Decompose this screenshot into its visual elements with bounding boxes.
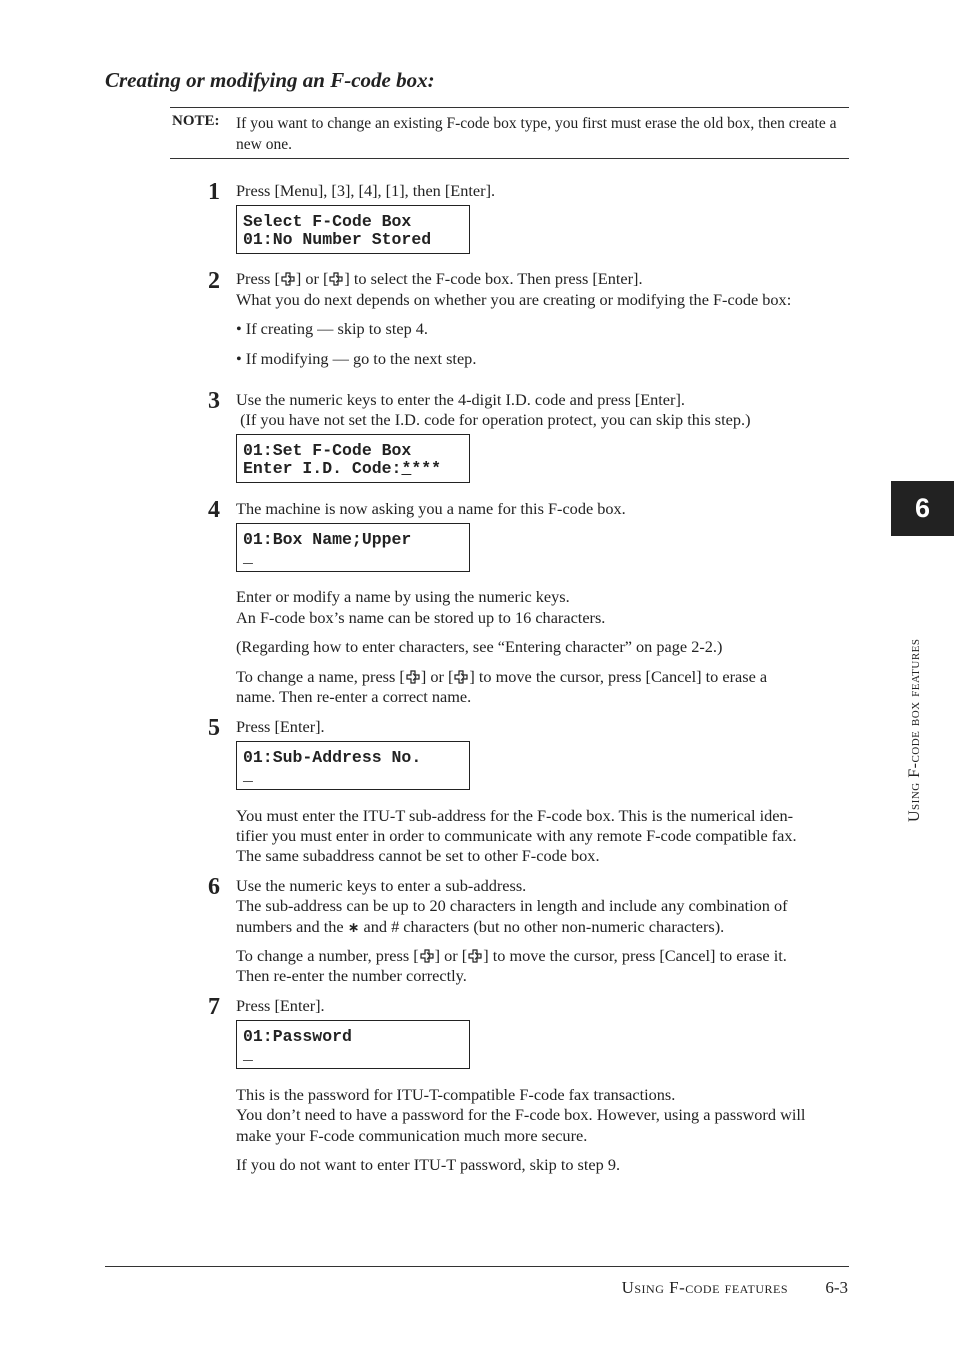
step-6-line-1: Use the numeric keys to enter a sub-address. bbox=[236, 876, 527, 895]
page-number: 6-3 bbox=[825, 1278, 848, 1297]
section-heading: Creating or modifying an F-code box: bbox=[105, 68, 435, 92]
step-6-number: 6 bbox=[208, 874, 220, 900]
note-text: If you want to change an existing F-code box type, you first must erase the old box, then create a new one. bbox=[236, 115, 837, 153]
lcd-line-2: 01:No Number Stored bbox=[243, 230, 432, 249]
step-1-number: 1 bbox=[208, 179, 220, 205]
step-4-number: 4 bbox=[208, 497, 220, 523]
left-arrow-key-icon bbox=[420, 949, 434, 963]
step-7-number: 7 bbox=[208, 994, 220, 1020]
footer-rule bbox=[105, 1266, 849, 1267]
note-bottom-rule bbox=[170, 158, 849, 159]
lcd-line-2: _ bbox=[243, 1045, 253, 1064]
step-2-line-1 bbox=[236, 269, 848, 290]
step-6-p2-a: To change a number, press [ bbox=[236, 946, 419, 965]
lcd-line-1: 01:Box Name;Upper bbox=[243, 530, 412, 549]
step-4-para-3-a: To change a name, press [ bbox=[236, 667, 405, 686]
step-1-text: Press [Menu], [3], [4], [1], then [Enter]. bbox=[236, 181, 496, 200]
lcd-line-1: Select F-Code Box bbox=[243, 212, 412, 231]
step-4-para-2: (Regarding how to enter characters, see “Entering character” on page 2-2.) bbox=[236, 637, 723, 656]
step-4-para-3-c: ] to move the cursor, press [Cancel] to erase a bbox=[469, 667, 768, 686]
step-7-text: Press [Enter]. bbox=[236, 996, 325, 1015]
left-arrow-key-icon bbox=[281, 272, 295, 286]
step-7-para-line-3: make your F-code communication much more secure. bbox=[236, 1126, 588, 1145]
chapter-tab: 6 bbox=[891, 481, 954, 536]
step-4-para-3-b: ] or [ bbox=[420, 667, 454, 686]
lcd-id-prefix: Enter I.D. Code: bbox=[243, 459, 402, 478]
lcd-display-step-1 bbox=[236, 205, 470, 254]
left-arrow-key-icon bbox=[406, 670, 420, 684]
step-7-para-line-1: This is the password for ITU-T-compatible F-code fax transactions. bbox=[236, 1085, 676, 1104]
step-5-para-line-2: tifier you must enter in order to communicate with any remote F-code compatible fax. bbox=[236, 826, 797, 845]
side-caption: Using F-code box features bbox=[906, 638, 923, 822]
lcd-line-1: 01:Sub-Address No. bbox=[243, 748, 422, 767]
step-2-number: 2 bbox=[208, 268, 220, 294]
lcd-display-step-4 bbox=[236, 523, 470, 572]
lcd-line-2: _ bbox=[243, 766, 253, 785]
step-6-line-3-b: and # characters (but no other non-numeric characters). bbox=[359, 917, 725, 936]
step-5-number: 5 bbox=[208, 715, 220, 741]
asterisk-symbol: ∗ bbox=[347, 920, 360, 936]
footer-section-title: Using F-code features bbox=[621, 1278, 788, 1297]
lcd-cursor-char: * bbox=[401, 459, 412, 478]
right-arrow-key-icon bbox=[468, 949, 482, 963]
lcd-id-rest: *** bbox=[411, 459, 442, 478]
step-4-text: The machine is now asking you a name for this F-code box. bbox=[236, 499, 626, 518]
step-7-para-2: If you do not want to enter ITU-T password, skip to step 9. bbox=[236, 1155, 621, 1174]
step-2-press: Press [ bbox=[236, 269, 280, 288]
step-6-para-2-line-2: Then re-enter the number correctly. bbox=[236, 966, 467, 985]
step-6-line-3-a: numbers and the bbox=[236, 917, 348, 936]
step-2-bullet-modifying: • If modifying — go to the next step. bbox=[236, 349, 477, 368]
step-7-para-line-2: You don’t need to have a password for the F-code box. However, using a password will bbox=[236, 1105, 806, 1124]
lcd-line-2 bbox=[243, 459, 441, 478]
step-6-line-3 bbox=[236, 917, 848, 939]
step-2-or: ] or [ bbox=[295, 269, 329, 288]
lcd-line-1: 01:Set F-Code Box bbox=[243, 441, 412, 460]
step-4-para-3-line-2: name. Then re-enter a correct name. bbox=[236, 687, 472, 706]
step-5-para-line-1: You must enter the ITU-T sub-address for the F-code box. This is the numerical iden- bbox=[236, 806, 794, 825]
step-5-text: Press [Enter]. bbox=[236, 717, 325, 736]
step-3-number: 3 bbox=[208, 388, 220, 414]
lcd-display-step-5 bbox=[236, 741, 470, 790]
right-arrow-key-icon bbox=[329, 272, 343, 286]
step-4-para-3-line-1 bbox=[236, 667, 848, 688]
step-2-bullet-creating: • If creating — skip to step 4. bbox=[236, 319, 428, 338]
step-6-para-2-line-1 bbox=[236, 946, 848, 967]
step-5-para-line-3: The same subaddress cannot be set to other F-code box. bbox=[236, 846, 600, 865]
step-2-select-tail: ] to select the F-code box. Then press [Enter]. bbox=[344, 269, 643, 288]
step-4-para-1-line-1: Enter or modify a name by using the numeric keys. bbox=[236, 587, 570, 606]
note-label: NOTE: bbox=[172, 113, 220, 129]
step-6-p2-c: ] to move the cursor, press [Cancel] to erase it. bbox=[483, 946, 787, 965]
step-2-line-2: What you do next depends on whether you are creating or modifying the F-code box: bbox=[236, 290, 792, 309]
step-4-para-1-line-2: An F-code box’s name can be stored up to 16 characters. bbox=[236, 608, 606, 627]
lcd-line-1: 01:Password bbox=[243, 1027, 352, 1046]
step-3-line-2: (If you have not set the I.D. code for operation protect, you can skip this step.) bbox=[236, 410, 751, 429]
lcd-display-step-3 bbox=[236, 434, 470, 483]
step-6-p2-b: ] or [ bbox=[434, 946, 468, 965]
step-6-line-2: The sub-address can be up to 20 characters in length and include any combination of bbox=[236, 896, 788, 915]
note-top-rule bbox=[170, 107, 849, 108]
right-arrow-key-icon bbox=[454, 670, 468, 684]
lcd-display-step-7 bbox=[236, 1020, 470, 1069]
lcd-line-2: _ bbox=[243, 548, 253, 567]
step-3-line-1: Use the numeric keys to enter the 4-digit I.D. code and press [Enter]. bbox=[236, 390, 685, 409]
